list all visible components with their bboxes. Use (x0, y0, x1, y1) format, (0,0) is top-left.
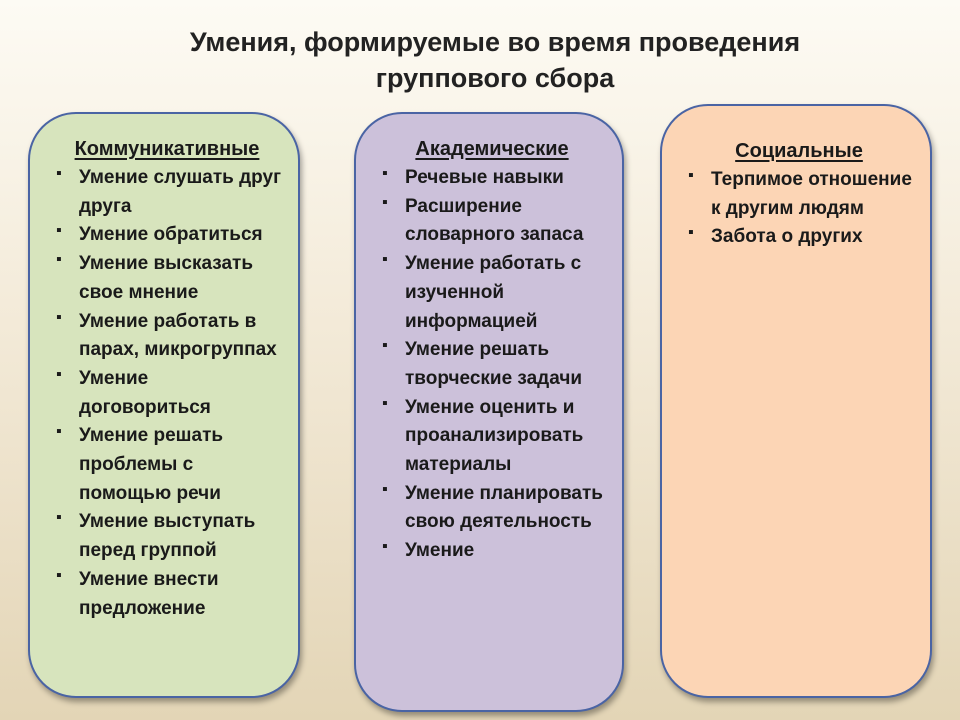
bullet-square-icon: ▪ (56, 566, 62, 584)
skill-item (378, 250, 606, 336)
skill-item-text: Забота о других (711, 226, 863, 248)
slide-title-line-1: Умения, формируемые во время проведения (189, 27, 801, 57)
skill-item-text: Умение работать с изученной информацией (405, 253, 582, 332)
bullet-square-icon: ▪ (56, 365, 62, 383)
skill-item-text: Умение решать проблемы с помощью речи (79, 425, 224, 504)
bullet-square-icon: ▪ (382, 394, 388, 412)
skill-list-academic (378, 164, 606, 566)
skill-item (52, 566, 282, 623)
bullet-square-icon: ▪ (382, 480, 388, 498)
skill-item (378, 193, 606, 250)
skill-item-text: Умение договориться (79, 367, 211, 418)
skill-item (52, 221, 282, 250)
bullet-square-icon: ▪ (688, 224, 694, 242)
bullet-square-icon: ▪ (382, 193, 388, 211)
column-heading-communicative: Коммуникативные (74, 138, 260, 160)
skill-item-text: Умение выступать перед группой (79, 511, 256, 562)
skill-item (52, 308, 282, 365)
skill-item (378, 480, 606, 537)
skill-list-social (684, 166, 914, 252)
skill-item (684, 223, 914, 252)
skill-item (52, 164, 282, 221)
skill-item-text: Терпимое отношение к другим людям (711, 169, 912, 219)
bullet-square-icon: ▪ (688, 167, 694, 184)
bullet-square-icon: ▪ (382, 165, 388, 182)
skill-item (378, 394, 606, 480)
bullet-square-icon: ▪ (56, 222, 62, 240)
skill-item-text: Умение (405, 540, 475, 562)
bullet-square-icon: ▪ (56, 165, 62, 182)
bullet-square-icon: ▪ (56, 251, 62, 269)
bullet-square-icon: ▪ (56, 308, 62, 326)
skill-item (52, 365, 282, 422)
skill-item-text: Умение внести предложение (79, 568, 219, 619)
slide-title-line-2: группового сбора (375, 63, 615, 93)
column-heading-social: Социальные (735, 140, 863, 162)
skill-item-text: Умение работать в парах, микрогруппах (79, 310, 277, 361)
slide-title (100, 24, 890, 96)
skill-item-text: Расширение словарного запаса (405, 195, 584, 246)
skill-item (378, 537, 606, 566)
skill-list-communicative (52, 164, 282, 623)
skill-item-text: Речевые навыки (405, 167, 564, 188)
skill-item (378, 164, 606, 193)
skill-item (52, 250, 282, 307)
skill-item (52, 422, 282, 508)
bullet-square-icon: ▪ (382, 337, 388, 355)
bullet-square-icon: ▪ (382, 251, 388, 269)
column-social (660, 104, 932, 698)
skill-item (684, 166, 914, 223)
column-academic (354, 112, 624, 712)
skill-item (52, 508, 282, 565)
skill-item-text: Умение планировать свою деятельность (405, 482, 603, 533)
skill-item (378, 336, 606, 393)
skill-item-text: Умение высказать свое мнение (79, 253, 254, 303)
skill-item-text: Умение обратиться (79, 224, 263, 246)
skill-item-text: Умение решать творческие задачи (405, 339, 583, 389)
bullet-square-icon: ▪ (382, 538, 388, 556)
column-heading-academic: Академические (415, 138, 569, 160)
column-communicative (28, 112, 300, 698)
bullet-square-icon: ▪ (56, 509, 62, 527)
skill-item-text: Умение слушать друг друга (79, 167, 282, 217)
skill-item-text: Умение оценить и проанализировать материалы (405, 396, 584, 476)
bullet-square-icon: ▪ (56, 423, 62, 441)
